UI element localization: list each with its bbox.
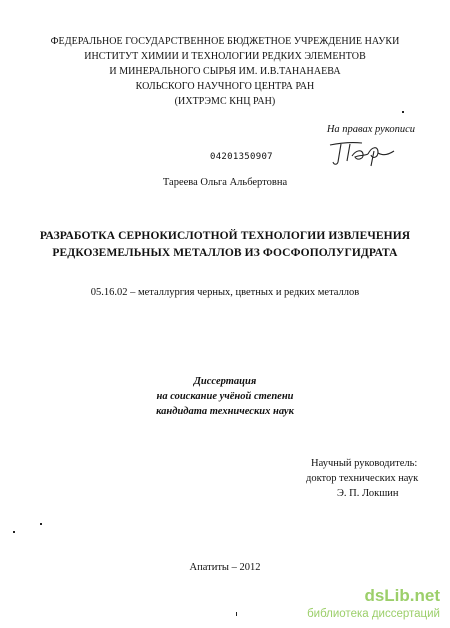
page-speck — [402, 111, 404, 113]
supervisor-degree: доктор технических наук — [306, 473, 419, 484]
author-name: Тареева Ольга Альбертовна — [162, 177, 288, 188]
supervisor-name: Э. П. Локшин — [337, 488, 399, 499]
institution-line: КОЛЬСКОГО НАУЧНОГО ЦЕНТРА РАН — [135, 81, 315, 92]
registry-code: 04201350907 — [210, 152, 273, 162]
institution-line: (ИХТРЭМС КНЦ РАН) — [174, 96, 276, 107]
degree-line: на соискание учёной степени — [156, 391, 294, 402]
supervisor-label: Научный руководитель: — [311, 458, 418, 469]
title-line: РЕДКОЗЕМЕЛЬНЫХ МЕТАЛЛОВ ИЗ ФОСФОПОЛУГИДРАТА — [52, 247, 398, 259]
institution-line: ИНСТИТУТ ХИМИИ И ТЕХНОЛОГИИ РЕДКИХ ЭЛЕМЕНТОВ — [84, 51, 366, 62]
institution-header — [0, 34, 450, 109]
institution-line: И МИНЕРАЛЬНОГО СЫРЬЯ ИМ. И.В.ТАНАНАЕВА — [109, 66, 341, 77]
degree-line: Диссертация — [193, 376, 257, 387]
page-speck — [236, 612, 237, 616]
title-line: РАЗРАБОТКА СЕРНОКИСЛОТНОЙ ТЕХНОЛОГИИ ИЗВЛЕЧЕНИЯ — [39, 230, 411, 242]
specialty-line: 05.16.02 – металлургия черных, цветных и редких металлов — [90, 287, 360, 298]
watermark-logo: dsLib.net — [364, 586, 440, 605]
rights-note: На правах рукописи — [326, 124, 415, 135]
handwritten-signature — [326, 134, 398, 168]
page-speck — [40, 523, 42, 525]
page-speck — [13, 531, 15, 533]
dissertation-title — [0, 228, 450, 262]
dissertation-degree-block — [0, 374, 450, 419]
place-year: Апатиты – 2012 — [189, 562, 261, 573]
institution-line: ФЕДЕРАЛЬНОЕ ГОСУДАРСТВЕННОЕ БЮДЖЕТНОЕ УЧРЕЖДЕНИЕ НАУКИ — [50, 36, 400, 47]
supervisor-block — [306, 456, 419, 501]
watermark-subtitle: библиотека диссертаций — [307, 608, 440, 620]
degree-line: кандидата технических наук — [156, 406, 294, 417]
